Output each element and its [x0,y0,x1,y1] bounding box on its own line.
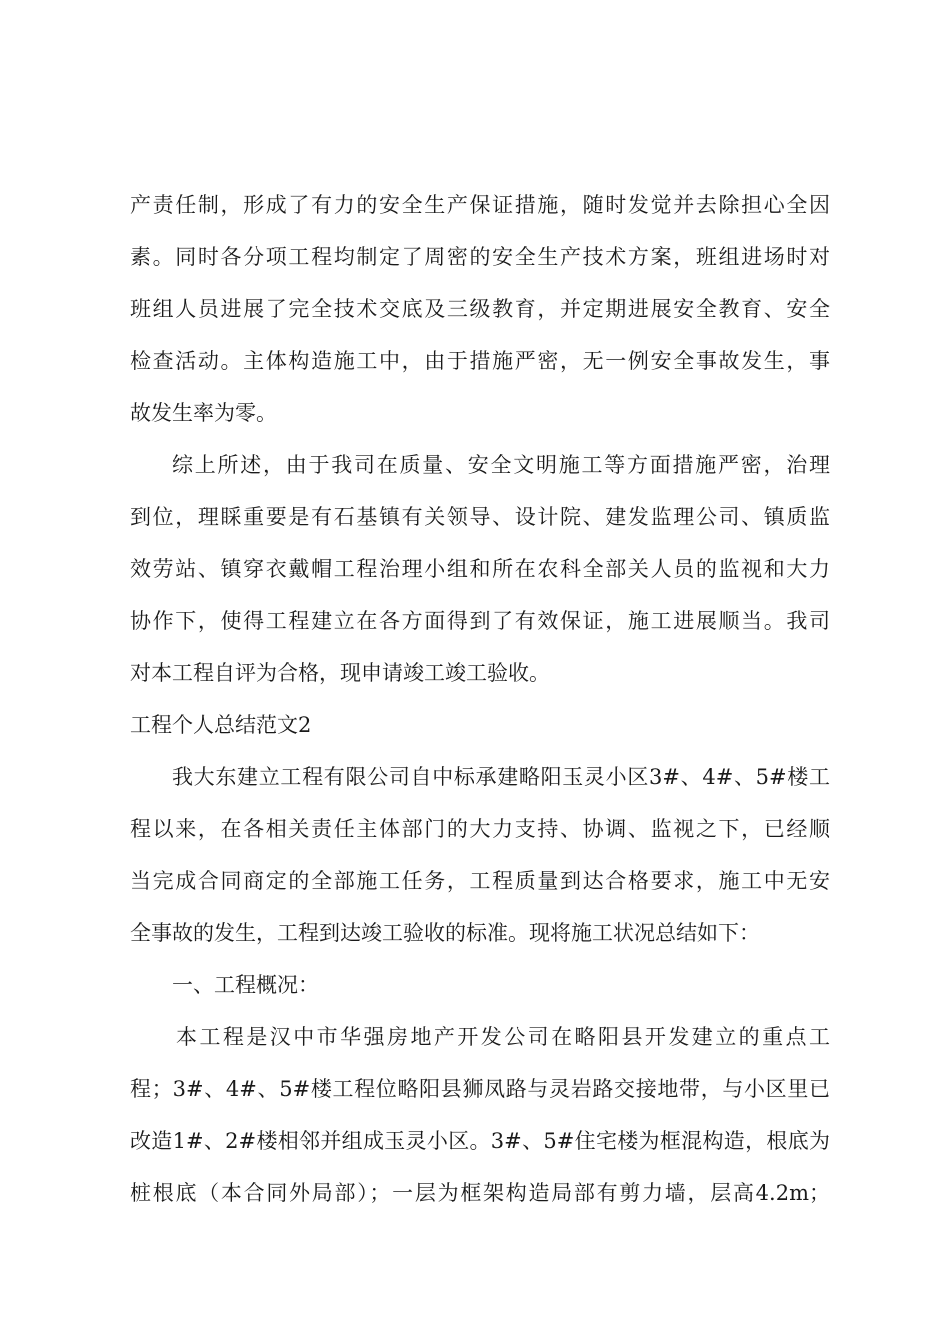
text-line: 产责任制，形成了有力的安全生产保证措施，随时发觉并去除担心全因 [130,193,830,217]
text-line: 班组人员进展了完全技术交底及三级教育，并定期进展安全教育、安全 [130,297,830,321]
text-line: 程以来，在各相关责任主体部门的大力支持、协调、监视之下，已经顺 [130,817,830,841]
document-body [130,185,830,1225]
heading-text: 工程个人总结范文2 [130,713,312,737]
text-line: 改造1#、2#楼相邻并组成玉灵小区。3#、5#住宅楼为框混构造，根底为 [130,1129,830,1153]
text-line: 我大东建立工程有限公司自中标承建略阳玉灵小区3#、4#、5#楼工 [172,765,830,789]
text-line: 效劳站、镇穿衣戴帽工程治理小组和所在农科全部关人员的监视和大力 [130,557,830,581]
text-line: 全事故的发生，工程到达竣工验收的标准。现将施工状况总结如下： [130,921,760,945]
text-line: 检查活动。主体构造施工中，由于措施严密，无一例安全事故发生，事 [130,349,830,373]
paragraph-project-overview [130,1017,830,1225]
text-line: 本工程是汉中市华强房地产开发公司在略阳县开发建立的重点工 [176,1025,830,1049]
text-line: 素。同时各分项工程均制定了周密的安全生产技术方案，班组进场时对 [130,245,830,269]
paragraph-summary [130,445,830,705]
text-line: 当完成合同商定的全部施工任务，工程质量到达合格要求，施工中无安 [130,869,830,893]
text-line: 对本工程自评为合格，现申请竣工竣工验收。 [130,661,550,685]
paragraph-introduction [130,757,830,965]
paragraph-safety-measures [130,185,830,445]
text-line: 到位，理睬重要是有石基镇有关领导、设计院、建发监理公司、镇质监 [130,505,830,529]
text-line: 程；3#、4#、5#楼工程位略阳县狮凤路与灵岩路交接地带，与小区里已 [130,1077,830,1101]
section-heading [130,705,830,757]
text-line: 桩根底（本合同外局部）；一层为框架构造局部有剪力墙，层高4.2m； [130,1181,830,1205]
text-line: 故发生率为零。 [130,401,277,425]
text-line: 协作下，使得工程建立在各方面得到了有效保证，施工进展顺当。我司 [130,609,830,633]
subsection-heading [130,965,830,1017]
text-line: 综上所述，由于我司在质量、安全文明施工等方面措施严密，治理 [172,453,830,477]
subheading-text: 一、工程概况： [172,973,319,997]
